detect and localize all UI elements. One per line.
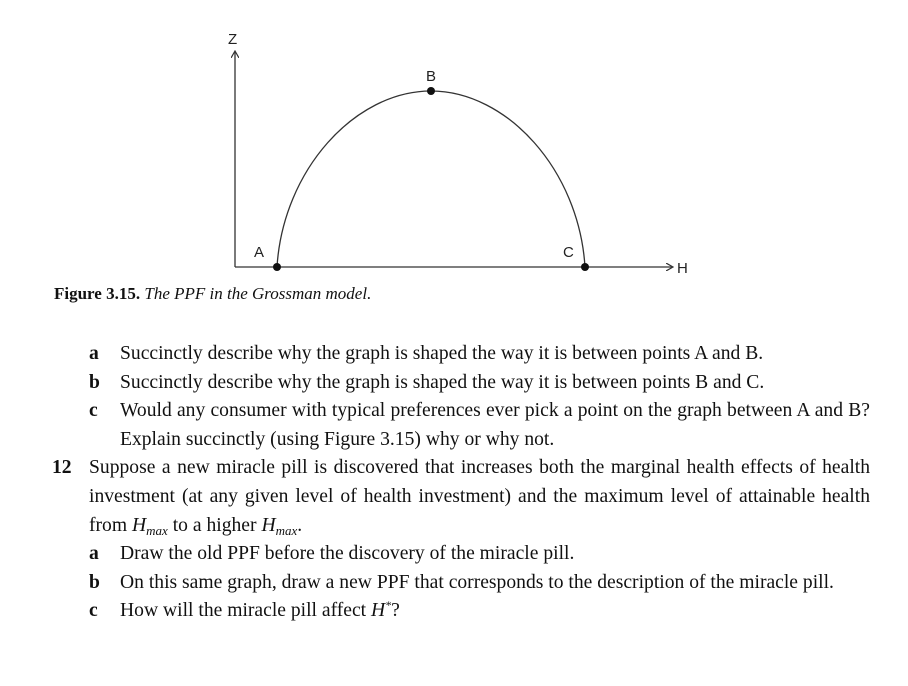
caption-number: Figure 3.15.: [54, 284, 141, 303]
question-text: Suppose a new miracle pill is discovered that increases both the marginal health effects of health investment (at any given level of health investment) and the maximum level of attainable health from: [89, 457, 870, 536]
question-a: [52, 340, 870, 369]
point-a-label: A: [254, 244, 265, 261]
question-number: 12: [52, 457, 72, 479]
z-axis-label: Z: [228, 31, 238, 48]
point-b-label: B: [426, 68, 437, 85]
ppf-graph: [0, 0, 908, 290]
caption-title: The PPF in the Grossman model.: [144, 284, 372, 303]
question-marker: a: [89, 543, 99, 565]
figure-caption: [54, 284, 371, 304]
question-marker: c: [89, 400, 98, 422]
ppf-figure: [0, 0, 908, 290]
question-text: Draw the old PPF before the discovery of the miracle pill.: [120, 543, 575, 565]
question-marker: c: [89, 600, 98, 622]
question-marker: b: [89, 571, 100, 593]
h-max-symbol: $H_{max}$: [261, 514, 298, 538]
ppf-curve: [277, 91, 585, 267]
question-12: 12 Suppose a new miracle pill is discovered that increases both the marginal health effects of health investment (at any given level of health investment) and the maximum level of attainable health from $H_{max}$ to a higher $H_{max}$.: [52, 454, 870, 540]
h-star-symbol: H*: [371, 598, 392, 622]
question-12c: c How will the miracle pill affect H*?: [52, 597, 870, 626]
question-marker: a: [89, 343, 99, 364]
question-text: Succinctly describe why the graph is shaped the way it is between points B and C.: [120, 371, 765, 393]
point-b: [427, 87, 435, 95]
h-max-symbol: $H_{max}$: [132, 514, 168, 538]
question-c: [52, 397, 870, 454]
question-text: On this same graph, draw a new PPF that corresponds to the description of the miracle pill.: [120, 571, 834, 593]
question-text: Succinctly describe why the graph is shaped the way it is between points A and B.: [120, 343, 764, 364]
question-b: [52, 369, 870, 398]
question-12b: [52, 569, 870, 598]
question-text: Would any consumer with typical preferences ever pick a point on the graph between A and B? Explain succinctly (using Figure 3.15) why or why not.: [120, 400, 870, 450]
h-axis-label: H: [677, 260, 688, 277]
question-list: [52, 340, 870, 626]
question-12a: [52, 540, 870, 569]
question-marker: b: [89, 371, 100, 393]
point-a: [273, 263, 281, 271]
point-c-label: C: [563, 244, 574, 261]
question-text: How will the miracle pill affect: [120, 600, 367, 622]
point-c: [581, 263, 589, 271]
